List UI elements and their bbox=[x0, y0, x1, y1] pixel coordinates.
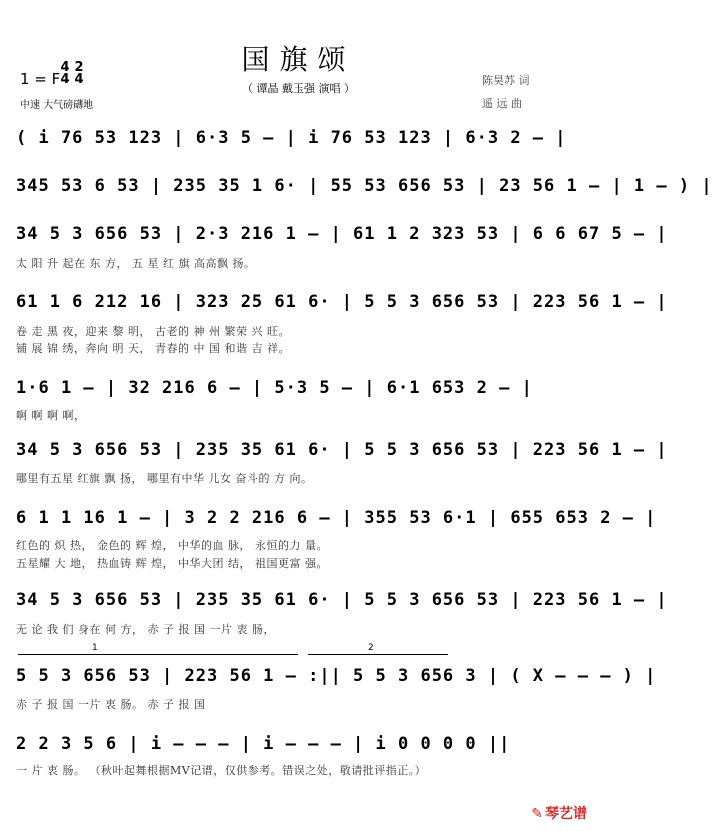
system-2-notes: 345 53 6 53 | 235 35 1 6· | 55 53 656 53 | 23 56 1 – | 1 – ) | bbox=[16, 176, 713, 196]
volta-2-number: 2 bbox=[368, 643, 374, 653]
system-4-notes: 61 1 6 212 16 | 323 25 61 6· | 5 5 3 656 53 | 223 56 1 – | bbox=[16, 292, 668, 312]
logo-mark-icon: ✎ bbox=[531, 806, 543, 822]
tempo-marking: 中速 大气磅礴地 bbox=[20, 100, 94, 111]
song-title: 国旗颂 bbox=[241, 43, 356, 76]
system-7-lyric-1: 红色的 炽 热， 金色的 辉 煌， 中华的血 脉， 永恒的力 量。 bbox=[16, 539, 328, 552]
system-9-notes: 5 5 3 656 53 | 223 56 1 – :|| 5 5 3 656 3 | ( X – – – ) | bbox=[16, 666, 657, 686]
system-4-lyric-2: 铺 展 锦 绣，奔向 明 天， 青春的 中 国 和谐 吉 祥。 bbox=[16, 342, 290, 355]
system-5-lyric-1: 啊 啊 啊 啊， bbox=[16, 409, 86, 422]
system-7-notes: 6 1 1 16 1 – | 3 2 2 216 6 – | 355 53 6·1 | 655 653 2 – | bbox=[16, 508, 657, 528]
volta-1-bracket bbox=[18, 643, 298, 663]
system-4-lyric-1: 卷 走 黑 夜，迎来 黎 明， 古老的 神 州 繁荣 兴 旺。 bbox=[16, 325, 290, 338]
system-6-lyric-1: 哪里有五星 红旗 飘 扬， 哪里有中华 儿女 奋斗的 方 向。 bbox=[16, 472, 313, 485]
composer-credit: 遥 远 曲 bbox=[482, 97, 522, 110]
meter2-bottom: 4 bbox=[74, 72, 84, 87]
system-3-lyric-1: 太 阳 升 起在 东 方， 五 星 红 旗 高高飘 扬。 bbox=[16, 257, 256, 270]
key-signature: 1 = F bbox=[20, 70, 61, 88]
system-10-notes: 2 2 3 5 6 | i – – – | i – – – | i 0 0 0 0 || bbox=[16, 734, 511, 754]
meter1-top: 4 bbox=[60, 60, 70, 75]
system-1-notes: ( i 76 53 123 | 6·3 5 – | i 76 53 123 | 6·3 2 – | bbox=[16, 128, 567, 148]
lyricist-credit: 陈昊苏 词 bbox=[482, 74, 530, 87]
system-9-lyric-1: 赤 子 报 国 一片 衷 肠。 赤 子 报 国 bbox=[16, 698, 206, 711]
system-8-lyric-1: 无 论 我 们 身在 何 方， 赤 子 报 国 一片 衷 肠， bbox=[16, 623, 275, 636]
singers-line: （ 谭晶 戴玉强 演唱 ） bbox=[242, 82, 355, 95]
system-7-lyric-2: 五星耀 大 地， 热血铸 辉 煌， 中华大团 结， 祖国更富 强。 bbox=[16, 557, 328, 570]
volta-2-bracket bbox=[308, 643, 448, 663]
logo-text: 琴艺谱 bbox=[545, 806, 587, 822]
system-5-notes: 1·6 1 – | 32 216 6 – | 5·3 5 – | 6·1 653 2 – | bbox=[16, 378, 533, 398]
site-logo bbox=[531, 803, 587, 823]
system-6-notes: 34 5 3 656 53 | 235 35 61 6· | 5 5 3 656 53 | 223 56 1 – | bbox=[16, 440, 668, 460]
system-3-notes: 34 5 3 656 53 | 2·3 216 1 – | 61 1 2 323 53 | 6 6 67 5 – | bbox=[16, 224, 668, 244]
volta-1-number: 1 bbox=[92, 643, 98, 653]
time-signature bbox=[58, 62, 86, 86]
meter2-top: 2 bbox=[74, 60, 84, 75]
system-10-lyric-1: 一 片 衷 肠。 （秋叶起舞根据MV记谱，仅供参考。错误之处，敬请批评指正。） bbox=[16, 764, 427, 777]
system-8-notes: 34 5 3 656 53 | 235 35 61 6· | 5 5 3 656 53 | 223 56 1 – | bbox=[16, 590, 668, 610]
meter1-bottom: 4 bbox=[60, 72, 70, 87]
